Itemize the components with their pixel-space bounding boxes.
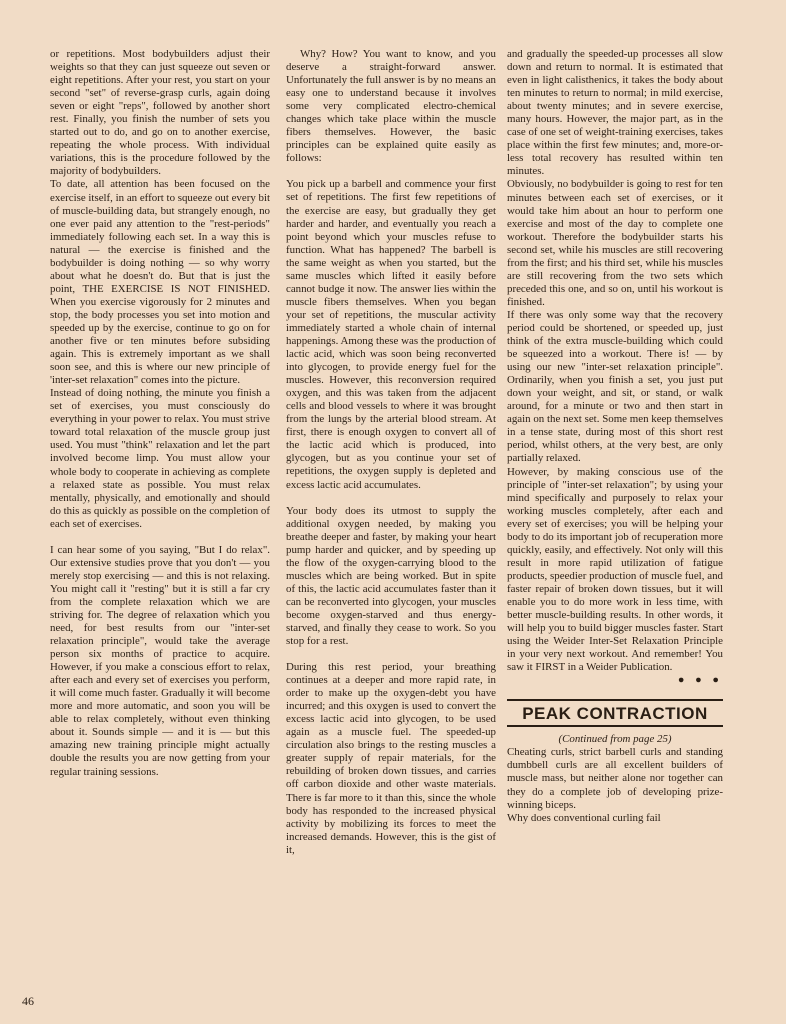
- paragraph: During this rest period, your breathing continues at a deeper and more rapid rate, in order to make up the oxygen-debt you have incurred; and this oxygen is used to convert the excess lactic acid into glycogen, to be used again as a muscle fuel. The speeded-up circulation also brings to the resting muscles a greater supply of repair materials, for the rebuilding of broken down tissues, and carries off carbon dioxide and other waste materials. There is far more to it than this, since the whole body has responded to the increased physical activity by mobilizing its forces to meet the increased demands. However, this is the gist of it,: [286, 661, 496, 856]
- end-mark: ● ● ●: [677, 674, 723, 687]
- column-3: [507, 48, 723, 825]
- paragraph: and gradually the speeded-up processes all slow down and return to normal. It is estimated that even in light calisthenics, it takes the body about ten minutes to return to normal; in mild exercise, about twenty minutes; and in severe exercise, many hours. However, the major part, as in the case of one set of weight-training exercises, takes place within the first few minutes; and, more-or-less total recovery has resulted within ten minutes.: [507, 48, 723, 178]
- paragraph: Why? How? You want to know, and you deserve a straight-forward answer. Unfortunately the full answer is by no means an easy one to understand because it involves some very complicated electro-chemical changes which take place within the muscle fibers themselves. However, the basic principles can be explained quite easily as follows:: [286, 48, 496, 165]
- column-2: [286, 48, 496, 857]
- paragraph: However, by making conscious use of the principle of "inter-set relaxation"; by using your mind specifically and purposely to relax your working muscles completely, after each and every set of exercises; you will be helping your body to do its important job of recuperation more quickly, easily, and effectively. Not only will this result in more rapid utilization of fatigue products, speedier production of muscle fuel, and faster repair of broken down tissues, but it will enable you to do more work in less time, with better muscle-building results. In other words, it will help you to build bigger muscles faster. Start using the Weider Inter-Set Relaxation Principle in your very next workout. And remember! You saw it FIRST in a Weider Publication.: [507, 465, 723, 674]
- page-number: 46: [22, 994, 34, 1008]
- paragraph: You pick up a barbell and commence your first set of repetitions. The first few repetitions of the exercise are easy, but gradually they get harder and harder, and eventually you reach a point beyond which your muscles refuse to function. What has happened? The barbell is the same weight as when you started, but the same muscles which lifted it easily before cannot budge it now. The answer lies within the muscle fibers themselves. When you began your set of repetitions, the muscular activity immediately started a whole chain of internal happenings. Among these was the production of lactic acid, which was soon being reconverted into glycogen, to provide energy fuel for the muscles. However, this reconversion required oxygen, and this was taken from the adjacent cells and blood vessels to where it was brought from the lungs by the arterial blood stream. At first, there is enough oxygen to convert all of the lactic acid which is produced, into glycogen, but as you continue your set of repetitions, the oxygen supply is depleted and excess lactic acid accumulates.: [286, 178, 496, 491]
- continued-note: (Continued from page 25): [558, 733, 672, 746]
- paragraph: Cheating curls, strict barbell curls and standing dumbbell curls are all excellent builders of muscle mass, but neither alone nor together can they do a complete job of developing prize-winning biceps.: [507, 746, 723, 811]
- paragraph: Obviously, no bodybuilder is going to rest for ten minutes between each set of exercises, or it would take him about an hour to perform one exercise and most of the day to complete one workout. Therefore the bodybuilder starts his second set, while his muscles are still recovering from the first; and his third set, while his muscles are still recovering from the two sets which preceded this one, and so on, until his workout is finished.: [507, 178, 723, 308]
- paragraph: If there was only some way that the recovery period could be shortened, or speeded up, just think of the extra muscle-building which could be squeezed into a workout. There is! — by using our new "inter-set relaxation principle". Ordinarily, when you finish a set, you just put down your weight, and sit, or stand, or walk around, for a minute or two and then start in again on the next set. Some men keep themselves in a tense state, during most of this short rest period, whilst others, at the very best, are only partially relaxed.: [507, 308, 723, 465]
- paragraph: Your body does its utmost to supply the additional oxygen needed, by making you breathe deeper and faster, by making your heart pump harder and quicker, and by speeding up the flow of the oxygen-carrying blood to the muscles which are being worked. But in spite of this, the lactic acid accumulates faster than it can be reconverted into glycogen, your muscles become oxygen-starved and thus energy-starved, and finally they cease to work. So you stop for a rest.: [286, 504, 496, 648]
- paragraph: Instead of doing nothing, the minute you finish a set of exercises, you must consciously do everything in your power to relax. You must strive toward total relaxation of the muscle group just used. You must "think" relaxation and let the part involved become limp. You must allow your whole body to cooperate in achieving as complete a relaxed state as possible. You must relax mentally, physically, and emotionally and should do this as quickly as possible on the completion of each set of exercises.: [50, 387, 270, 530]
- paragraph: Why does conventional curling fail: [507, 811, 661, 824]
- paragraph: To date, all attention has been focused on the exercise itself, in an effort to squeeze out every bit of muscle-building data, but strangely enough, no one ever paid any attention to the "rest-periods" immediately following each set. In a way this is natural — the exercise is finished and the bodybuilder is doing nothing — so why worry about what he doesn't do. But that is just the point, THE EXERCISE IS NOT FINISHED. When you exercise vigorously for 2 minutes and stop, the body processes you set into motion and speeded up by the exercise, continue to go on for another five or ten minutes before subsiding again. This is extremely important as we shall soon see, and this is where our new principle of 'inter-set relaxation" comes into the picture.: [50, 178, 270, 387]
- paragraph: I can hear some of you saying, "But I do relax". Our extensive studies prove that you don't — you merely stop exercising — and this is not relaxing. You might call it "resting" but it is still a far cry from the complete relaxation which we are striving for. The degree of relaxation which you need, for best results from our "inter-set relaxation principle", would take the average person six months of practice to acquire. However, if you make a conscious effort to relax, after each and every set of exercises you perform, it will come much faster. Gradually it will become more and more automatic, and soon you will be able to relax completely, without even thinking about it. Sounds simple — and it is — but this amazing new training principle might actually double the results you are now getting from your regular training sessions.: [50, 543, 270, 778]
- column-1: [50, 48, 270, 779]
- section-heading: PEAK CONTRACTION: [507, 699, 723, 727]
- paragraph: or repetitions. Most bodybuilders adjust their weights so that they can just squeeze out seven or eight repetitions. After your rest, you start on your second "set" of reverse-grasp curls, again doing seven or eight "reps", followed by another short rest. Finally, you finish the number of sets you started out to do, and go on to another exercise, repeating the whole process. With individual variations, this is the procedure followed by the majority of bodybuilders.: [50, 48, 270, 178]
